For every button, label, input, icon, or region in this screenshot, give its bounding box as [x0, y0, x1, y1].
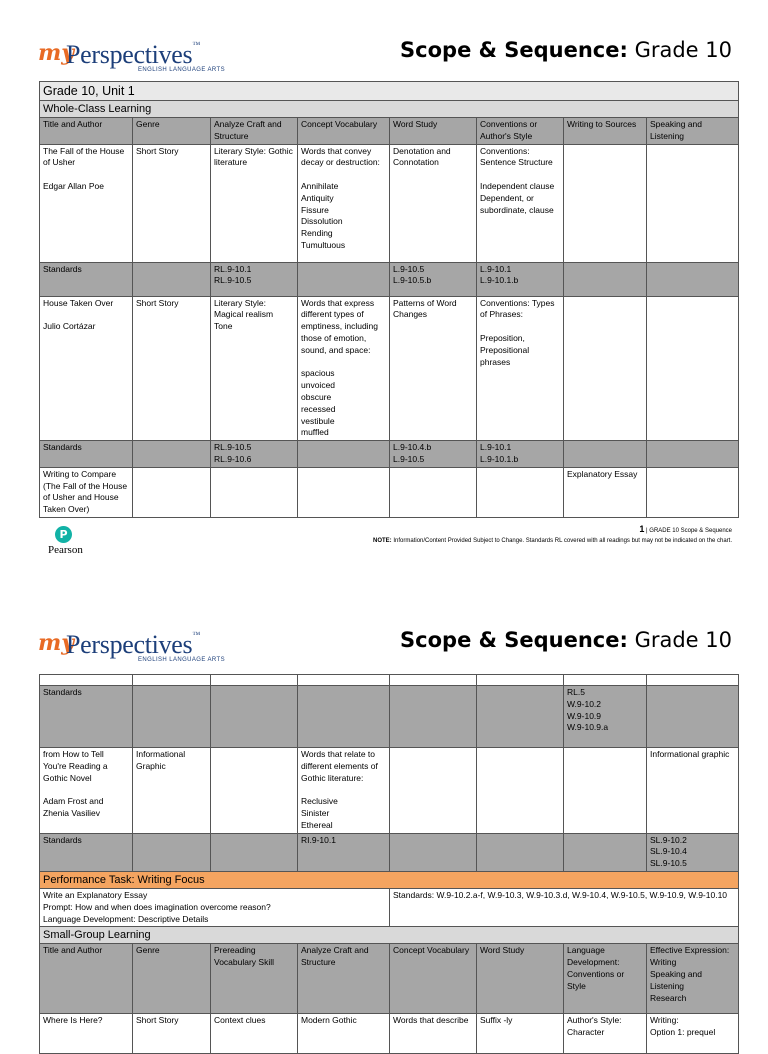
column-header: Writing to Sources — [564, 118, 647, 145]
table-cell: L.9-10.4.b L.9-10.5 — [390, 441, 477, 468]
column-header: Title and Author — [40, 118, 133, 145]
table-cell — [647, 467, 739, 517]
table-cell — [298, 467, 390, 517]
table-cell — [298, 441, 390, 468]
pearson-icon: P — [55, 526, 72, 543]
column-header: Concept Vocabulary — [298, 118, 390, 145]
table-cell — [647, 262, 739, 296]
table-cell — [647, 441, 739, 468]
table-cell: Standards — [40, 833, 133, 871]
page-title: Scope & Sequence: Grade 10 — [400, 38, 732, 62]
table-cell — [647, 686, 739, 748]
table-cell: Modern Gothic — [298, 1014, 390, 1054]
table-cell: Standards — [40, 262, 133, 296]
table-cell: Standards — [40, 686, 133, 748]
page-number: 1 — [639, 524, 645, 534]
column-header: Conventions or Author's Style — [477, 118, 564, 145]
column-header: Effective Expression: Writing Speaking and Listening Research — [647, 944, 739, 1014]
column-header: Analyze Craft and Structure — [211, 118, 298, 145]
table-cell: Informational Graphic — [133, 748, 211, 834]
table-cell: Where Is Here? — [40, 1014, 133, 1054]
table-cell: Standards — [40, 441, 133, 468]
table-cell — [211, 748, 298, 834]
table-row — [40, 675, 739, 686]
page-footer: 1 | GRADE 10 Scope & Sequence NOTE: Information/Content Provided Subject to Change. Standards RL covered with all readings but may not be indicated on the chart. — [373, 524, 732, 544]
table-row — [40, 467, 739, 517]
table-cell: Words that relate to different elements of Gothic literature: Reclusive Sinister Ethereal — [298, 748, 390, 834]
standards-row — [40, 441, 739, 468]
table-cell: The Fall of the House of Usher Edgar Allan Poe — [40, 144, 133, 262]
performance-task-row — [40, 888, 739, 926]
table-cell: Denotation and Connotation — [390, 144, 477, 262]
table-cell — [133, 686, 211, 748]
table-cell — [647, 296, 739, 441]
table-cell: Words that convey decay or destruction: Annihilate Antiquity Fissure Dissolution Rending Tumultuous — [298, 144, 390, 262]
table-cell: Suffix -ly — [477, 1014, 564, 1054]
table-cell: House Taken Over Julio Cortázar — [40, 296, 133, 441]
table-cell: Literary Style: Magical realism Tone — [211, 296, 298, 441]
table-cell — [211, 833, 298, 871]
table-cell — [564, 296, 647, 441]
table-cell — [390, 686, 477, 748]
table-row — [40, 144, 739, 262]
column-header-row — [40, 118, 739, 145]
table-cell: Short Story — [133, 296, 211, 441]
table-cell: SL.9-10.2 SL.9-10.4 SL.9-10.5 — [647, 833, 739, 871]
column-header: Language Development: Conventions or Style — [564, 944, 647, 1014]
unit-title-row: Grade 10, Unit 1 — [40, 82, 739, 101]
page-title: Scope & Sequence: Grade 10 — [400, 628, 732, 652]
table-cell — [647, 144, 739, 262]
table-cell: Literary Style: Gothic literature — [211, 144, 298, 262]
table-cell: Conventions: Types of Phrases: Preposition, Prepositional phrases — [477, 296, 564, 441]
table-cell: RI.9-10.1 — [298, 833, 390, 871]
table-cell — [133, 467, 211, 517]
column-header-row — [40, 944, 739, 1014]
page-2 — [0, 590, 768, 1038]
table-cell — [390, 467, 477, 517]
table-cell: Words that express different types of emptiness, including those of emotion, sound, and space: spacious unvoiced obscure recessed vestibule muffled — [298, 296, 390, 441]
table-row — [40, 748, 739, 834]
table-cell: RL.5 W.9-10.2 W.9-10.9 W.9-10.9.a — [564, 686, 647, 748]
table-cell: Writing: Option 1: prequel — [647, 1014, 739, 1054]
table-cell: RL.9-10.1 RL.9-10.5 — [211, 262, 298, 296]
table-cell — [477, 467, 564, 517]
column-header: Prereading Vocabulary Skill — [211, 944, 298, 1014]
myperspectives-logo: my Perspectives™ ENGLISH LANGUAGE ARTS — [38, 40, 225, 73]
table-cell — [564, 441, 647, 468]
table-cell — [211, 467, 298, 517]
standards-row — [40, 833, 739, 871]
table-cell: Words that describe — [390, 1014, 477, 1054]
table-cell: Explanatory Essay — [564, 467, 647, 517]
table-cell — [133, 262, 211, 296]
table-row — [40, 1014, 739, 1054]
table-row — [40, 296, 739, 441]
table-cell: Author's Style: Character — [564, 1014, 647, 1054]
standards-row — [40, 262, 739, 296]
table-cell: Patterns of Word Changes — [390, 296, 477, 441]
table-cell: Informational graphic — [647, 748, 739, 834]
column-header: Concept Vocabulary — [390, 944, 477, 1014]
section-title-row: Whole-Class Learning — [40, 101, 739, 118]
table-cell — [477, 833, 564, 871]
table-cell: L.9-10.5 L.9-10.5.b — [390, 262, 477, 296]
table-cell — [298, 262, 390, 296]
table-cell — [211, 686, 298, 748]
column-header: Word Study — [477, 944, 564, 1014]
table-cell — [564, 144, 647, 262]
section-title-row: Small-Group Learning — [40, 927, 739, 944]
table-cell: Short Story — [133, 1014, 211, 1054]
table-cell — [298, 686, 390, 748]
pearson-logo: P Pearson — [48, 528, 83, 556]
myperspectives-logo: my Perspectives™ ENGLISH LANGUAGE ARTS — [38, 630, 225, 663]
table-cell — [564, 262, 647, 296]
table-cell: Conventions: Sentence Structure Independent clause Dependent, or subordinate, clause — [477, 144, 564, 262]
table-cell: RL.9-10.5 RL.9-10.6 — [211, 441, 298, 468]
table-cell: Context clues — [211, 1014, 298, 1054]
table-cell — [390, 833, 477, 871]
table-cell: Writing to Compare (The Fall of the House of Usher and House Taken Over) — [40, 467, 133, 517]
table-cell — [477, 748, 564, 834]
table-cell: L.9-10.1 L.9-10.1.b — [477, 262, 564, 296]
table-cell: from How to Tell You're Reading a Gothic Novel Adam Frost and Zhenia Vasiliev — [40, 748, 133, 834]
table-cell — [133, 441, 211, 468]
table-cell — [390, 748, 477, 834]
scope-table-page-1 — [39, 81, 739, 518]
column-header: Word Study — [390, 118, 477, 145]
scope-table-page-2 — [39, 674, 739, 1054]
column-header: Genre — [133, 118, 211, 145]
table-cell — [564, 833, 647, 871]
table-cell: Short Story — [133, 144, 211, 262]
performance-task-prompt: Write an Explanatory Essay Prompt: How and when does imagination overcome reason? Language Development: Descriptive Details — [40, 888, 390, 926]
performance-task-title-row: Performance Task: Writing Focus — [40, 871, 739, 888]
column-header: Title and Author — [40, 944, 133, 1014]
column-header: Speaking and Listening — [647, 118, 739, 145]
table-cell — [564, 748, 647, 834]
standards-row — [40, 686, 739, 748]
column-header: Analyze Craft and Structure — [298, 944, 390, 1014]
table-cell — [477, 686, 564, 748]
table-cell — [133, 833, 211, 871]
table-cell: L.9-10.1 L.9-10.1.b — [477, 441, 564, 468]
column-header: Genre — [133, 944, 211, 1014]
performance-task-standards: Standards: W.9-10.2.a-f, W.9-10.3, W.9-10.3.d, W.9-10.4, W.9-10.5, W.9-10.9, W.9-10.10 — [390, 888, 739, 926]
